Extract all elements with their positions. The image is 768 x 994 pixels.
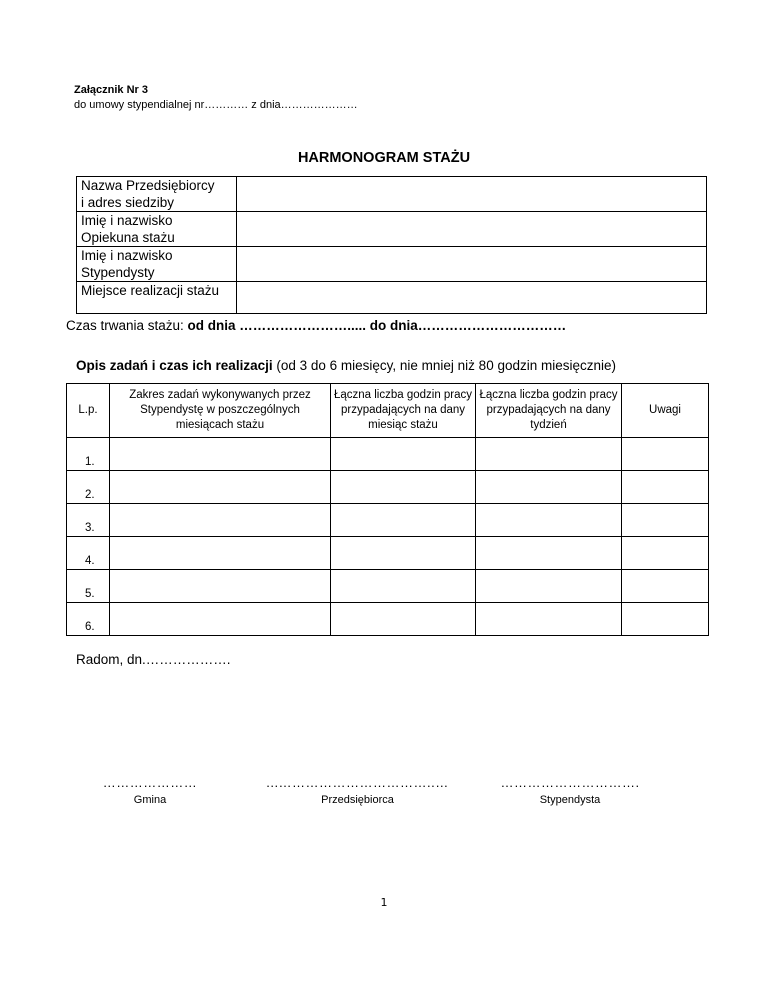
row-number: 5. — [67, 570, 110, 603]
signature-name: Przedsiębiorca — [321, 794, 394, 806]
internship-duration — [66, 318, 566, 333]
tasks-header-row — [67, 384, 709, 438]
signature-gmina — [80, 775, 220, 806]
signature-name: Stypendysta — [539, 794, 601, 806]
info-label-line: i adres siedziby — [81, 195, 175, 210]
info-label-line: Nazwa Przedsiębiorcy — [81, 178, 215, 193]
info-row-company — [77, 177, 707, 212]
signature-employer — [255, 775, 460, 806]
row-number: 3. — [67, 504, 110, 537]
row-number: 6. — [67, 603, 110, 636]
notes-cell[interactable] — [622, 570, 709, 603]
weekly-hours-cell[interactable] — [476, 438, 622, 471]
signature-intern — [480, 775, 660, 806]
table-row — [67, 471, 709, 504]
table-row — [67, 570, 709, 603]
monthly-hours-cell[interactable] — [331, 603, 476, 636]
weekly-hours-cell[interactable] — [476, 603, 622, 636]
task-scope-cell[interactable] — [110, 438, 331, 471]
info-label-line: Imię i nazwisko — [81, 248, 173, 263]
row-number: 1. — [67, 438, 110, 471]
annex-subtitle: do umowy stypendialnej nr………… z dnia………………… — [74, 99, 358, 111]
notes-cell[interactable] — [622, 504, 709, 537]
header-lp: L.p. — [67, 384, 110, 438]
info-value-intern[interactable] — [237, 247, 707, 282]
table-row — [67, 603, 709, 636]
task-scope-cell[interactable] — [110, 570, 331, 603]
monthly-hours-cell[interactable] — [331, 537, 476, 570]
monthly-hours-cell[interactable] — [331, 570, 476, 603]
monthly-hours-cell[interactable] — [331, 471, 476, 504]
row-number: 4. — [67, 537, 110, 570]
info-label-supervisor — [77, 212, 237, 247]
notes-cell[interactable] — [622, 603, 709, 636]
info-label-location — [77, 282, 237, 314]
info-row-supervisor — [77, 212, 707, 247]
weekly-hours-cell[interactable] — [476, 537, 622, 570]
info-table — [76, 176, 707, 314]
info-value-location[interactable] — [237, 282, 707, 314]
header-task-scope: Zakres zadań wykonywanych przez Stypendystę w poszczególnych miesiącach stażu — [110, 384, 331, 438]
monthly-hours-cell[interactable] — [331, 504, 476, 537]
signature-name: Gmina — [133, 794, 167, 806]
weekly-hours-cell[interactable] — [476, 504, 622, 537]
table-row — [67, 438, 709, 471]
header-weekly-hours: Łączna liczba godzin pracy przypadających na dany tydzień — [476, 384, 622, 438]
table-row — [67, 504, 709, 537]
info-value-supervisor[interactable] — [237, 212, 707, 247]
info-label-line: Miejsce realizacji stażu — [81, 283, 220, 298]
duration-dates: od dnia ……………………..... do dnia…………………………… — [187, 318, 567, 333]
task-scope-cell[interactable] — [110, 471, 331, 504]
document-title: HARMONOGRAM STAŻU — [297, 150, 471, 166]
monthly-hours-cell[interactable] — [331, 438, 476, 471]
signature-line: …………………………. — [500, 775, 640, 790]
info-label-intern — [77, 247, 237, 282]
info-label-line: Opiekuna stażu — [81, 230, 175, 245]
place-and-date: Radom, dn.………………. — [76, 652, 231, 667]
tasks-title-note: (od 3 do 6 miesięcy, nie mniej niż 80 godzin miesięcznie) — [272, 358, 617, 373]
notes-cell[interactable] — [622, 471, 709, 504]
table-row — [67, 537, 709, 570]
signature-line: ...……………………………..… — [266, 775, 449, 790]
info-row-location — [77, 282, 707, 314]
row-number: 2. — [67, 471, 110, 504]
task-scope-cell[interactable] — [110, 603, 331, 636]
weekly-hours-cell[interactable] — [476, 471, 622, 504]
notes-cell[interactable] — [622, 537, 709, 570]
info-label-line: Imię i nazwisko — [81, 213, 173, 228]
info-row-intern — [77, 247, 707, 282]
notes-cell[interactable] — [622, 438, 709, 471]
signature-line: ………………… — [102, 775, 198, 790]
info-label-line: Stypendysty — [81, 265, 155, 280]
header-monthly-hours: Łączna liczba godzin pracy przypadających na dany miesiąc stażu — [331, 384, 476, 438]
tasks-title-bold: Opis zadań i czas ich realizacji — [76, 358, 273, 373]
tasks-section-title — [76, 358, 616, 373]
page-number: 1 — [380, 896, 388, 909]
info-label-company — [77, 177, 237, 212]
weekly-hours-cell[interactable] — [476, 570, 622, 603]
header-notes: Uwagi — [622, 384, 709, 438]
info-value-company[interactable] — [237, 177, 707, 212]
annex-title: Załącznik Nr 3 — [74, 84, 148, 96]
task-scope-cell[interactable] — [110, 504, 331, 537]
task-scope-cell[interactable] — [110, 537, 331, 570]
duration-label: Czas trwania stażu: — [66, 318, 188, 333]
tasks-table — [66, 383, 709, 636]
